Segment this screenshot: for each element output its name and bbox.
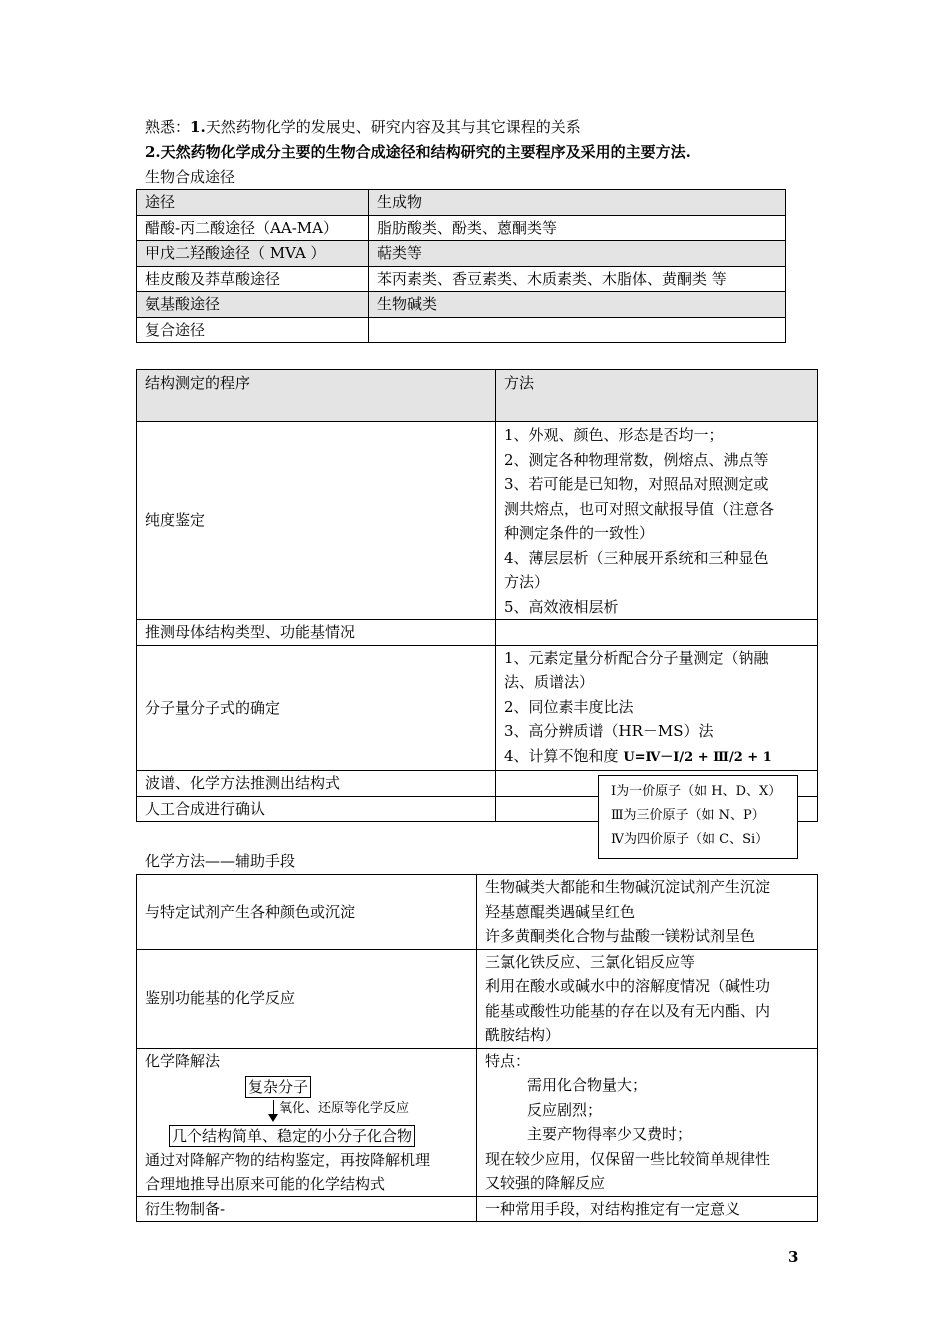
features-title: 特点：	[485, 1051, 531, 1070]
formula-methods	[496, 645, 818, 771]
desc-line: 酰胺结构）	[485, 1026, 561, 1044]
table-header-row	[137, 190, 786, 216]
intro-number-1: 1.	[190, 118, 206, 136]
pathway-cell: 复合途径	[137, 317, 369, 343]
purity-label: 纯度鉴定	[137, 422, 496, 620]
degradation-cell	[137, 1048, 477, 1196]
desc-line: 利用在酸水或碱水中的溶解度情况（碱性功	[485, 977, 771, 995]
status-line: 又较强的降解反应	[485, 1174, 606, 1192]
table-row	[137, 241, 786, 267]
desc-line: 三氯化铁反应、三氯化铝反应等	[485, 952, 696, 971]
method-line: 2、测定各种物理常数，例熔点、沸点等	[504, 450, 769, 469]
table-row	[137, 292, 786, 318]
pathway-cell: 甲戊二羟酸途径（ MVA ）	[137, 241, 369, 267]
method-line: 2、同位素丰度比法	[504, 697, 634, 716]
table-row	[137, 949, 818, 1048]
product-cell: 苯丙素类、香豆素类、木质素类、木脂体、黄酮类 等	[369, 266, 786, 292]
note-line: Ⅳ为四价原子（如 C、Si）	[611, 832, 769, 847]
feature-item: 反应剧烈；	[527, 1100, 603, 1119]
method-line: 测共熔点，也可对照文献报导值（注意各	[504, 499, 775, 518]
formula-label: 分子量分子式的确定	[137, 645, 496, 771]
complex-molecule-box: 复杂分子	[245, 1076, 311, 1098]
desc-line: 生物碱类大都能和生物碱沉淀试剂产生沉淀	[485, 878, 771, 896]
table-row	[137, 422, 818, 620]
method-line	[504, 744, 809, 771]
product-cell: 生物碱类	[369, 292, 786, 318]
method-line: 1、外观、颜色、形态是否均一；	[504, 426, 724, 444]
structure-determination-table	[136, 369, 818, 822]
page-number: 3	[788, 1248, 799, 1266]
down-arrow-head-icon	[268, 1114, 278, 1122]
atom-valence-note-box	[598, 775, 798, 859]
intro-text-1: 天然药物化学的发展史、研究内容及其与其它课程的关系	[205, 118, 581, 136]
parent-structure-method	[496, 620, 818, 646]
functional-group-desc	[477, 949, 818, 1048]
table-row	[137, 266, 786, 292]
method-line: 法、质谱法）	[504, 673, 595, 691]
table-row	[137, 875, 818, 950]
intro-prefix: 熟悉：	[145, 118, 191, 136]
note-line: Ⅲ为三价原子（如 N、P）	[611, 808, 765, 823]
status-line: 现在较少应用，仅保留一些比较简单规律性	[485, 1149, 771, 1168]
table-row	[137, 1196, 818, 1222]
feature-item: 需用化合物量大；	[527, 1076, 648, 1094]
reaction-label: 氧化、还原等化学反应	[279, 1100, 410, 1116]
method-line: 3、高分辨质谱（HR－MS）法	[504, 722, 714, 740]
derivative-desc: 一种常用手段，对结构推定有一定意义	[477, 1196, 818, 1222]
unsaturation-label: 4、计算不饱和度	[504, 746, 619, 765]
parent-structure-label: 推测母体结构类型、功能基情况	[137, 620, 496, 646]
method-line: 4、薄层层析（三种展开系统和三种显色	[504, 548, 769, 567]
derivative-label: 衍生物制备-	[137, 1196, 477, 1222]
chemical-methods-table	[136, 874, 818, 1222]
intro-line-1	[145, 116, 581, 138]
desc-line: 羟基蒽醌类遇碱呈红色	[485, 902, 636, 921]
header-method: 方法	[496, 370, 818, 422]
synthesis-label: 人工合成进行确认	[137, 796, 496, 822]
chemical-methods-title: 化学方法——辅助手段	[145, 852, 296, 870]
desc-line: 许多黄酮类化合物与盐酸一镁粉试剂呈色	[485, 927, 756, 945]
degradation-conclusion-line: 通过对降解产物的结构鉴定，再按降解机理	[145, 1150, 431, 1169]
header-procedure: 结构测定的程序	[137, 370, 496, 422]
table-header-row	[137, 370, 818, 422]
method-line: 5、高效液相层析	[504, 597, 619, 616]
product-cell: 萜类等	[369, 241, 786, 267]
pathway-cell: 氨基酸途径	[137, 292, 369, 318]
table-row	[137, 317, 786, 343]
small-molecules-box: 几个结构简单、稳定的小分子化合物	[169, 1125, 415, 1147]
method-line: 1、元素定量分析配合分子量测定（钠融	[504, 648, 769, 667]
reagent-label: 与特定试剂产生各种颜色或沉淀	[137, 875, 477, 950]
pathway-cell: 桂皮酸及莽草酸途径	[137, 266, 369, 292]
intro-line-2	[145, 141, 691, 163]
header-pathway: 途径	[137, 190, 369, 216]
method-line: 种测定条件的一致性）	[504, 524, 655, 542]
degradation-conclusion-line: 合理地推导出原来可能的化学结构式	[145, 1174, 386, 1193]
feature-item: 主要产物得率少又费时；	[527, 1125, 693, 1143]
purity-methods	[496, 422, 818, 620]
intro-text-2: 天然药物化学成分主要的生物合成途径和结构研究的主要程序及采用的主要方法.	[160, 143, 691, 161]
method-line: 3、若可能是已知物，对照品对照测定或	[504, 475, 769, 493]
pathway-cell: 醋酸-丙二酸途径（AA-MA）	[137, 215, 369, 241]
method-line: 方法）	[504, 573, 550, 591]
degradation-features	[477, 1048, 818, 1196]
table-row	[137, 215, 786, 241]
product-cell: 脂肪酸类、酚类、蒽酮类等	[369, 215, 786, 241]
reagent-desc	[477, 875, 818, 950]
biosynthesis-table	[136, 189, 786, 343]
section-title-biosynthesis: 生物合成途径	[145, 168, 236, 186]
table-row	[137, 1048, 818, 1196]
desc-line: 能基或酸性功能基的存在以及有无内酯、内	[485, 1001, 771, 1020]
spectra-label: 波谱、化学方法推测出结构式	[137, 771, 496, 797]
unsaturation-formula: U=Ⅳ－Ⅰ/2 + Ⅲ/2 + 1	[623, 749, 772, 765]
header-product: 生成物	[369, 190, 786, 216]
table-row	[137, 620, 818, 646]
degradation-label: 化学降解法	[145, 1051, 221, 1070]
functional-group-label: 鉴别功能基的化学反应	[137, 949, 477, 1048]
table-row	[137, 645, 818, 771]
intro-number-2: 2.	[145, 143, 161, 161]
note-line: Ⅰ为一价原子（如 H、D、X）	[611, 784, 782, 799]
product-cell	[369, 317, 786, 343]
